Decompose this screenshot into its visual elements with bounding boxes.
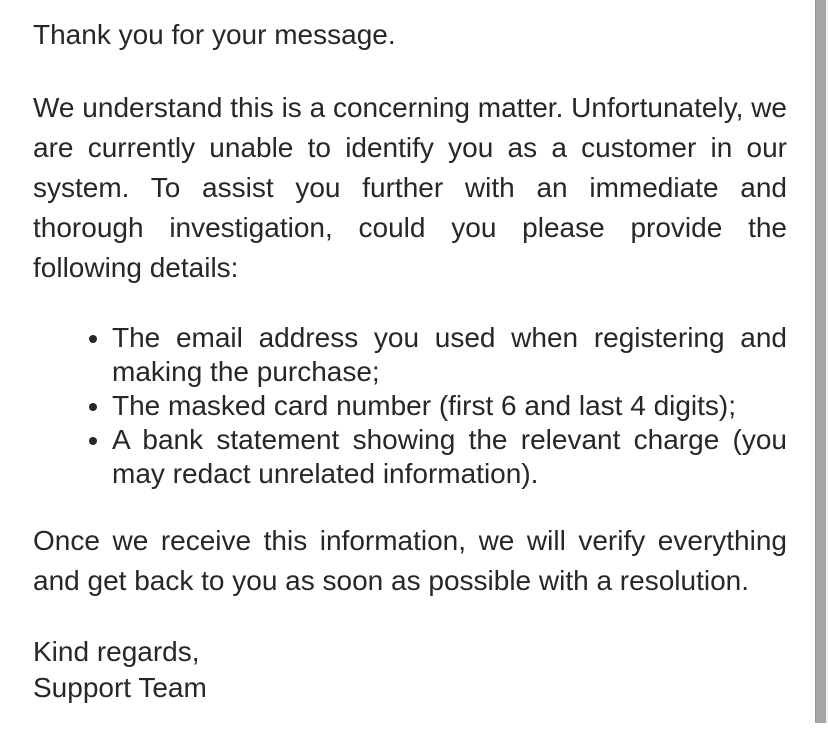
- requested-details-list: [33, 321, 787, 491]
- list-item: • A bank statement showing the relevant charge (you may redact unrelated information).: [112, 423, 787, 491]
- scrollbar-track[interactable]: [815, 0, 828, 723]
- signature-block: [33, 634, 787, 706]
- list-item: • The masked card number (first 6 and last 4 digits);: [112, 389, 787, 423]
- scrollbar-thumb[interactable]: [815, 0, 826, 723]
- signature-line: Support Team: [33, 672, 207, 703]
- signoff-line: Kind regards,: [33, 636, 200, 667]
- list-item: • The email address you used when registering and making the purchase;: [112, 321, 787, 389]
- greeting-paragraph: Thank you for your message.: [33, 19, 396, 50]
- closing-paragraph: Once we receive this information, we will verify everything and get back to you as soon as possible with a resolution.: [33, 525, 787, 596]
- body-paragraph: We understand this is a concerning matter. Unfortunately, we are currently unable to identify you as a customer in our system. To assist you further with an immediate and thorough investigation, could you please provide the following details:: [33, 92, 787, 283]
